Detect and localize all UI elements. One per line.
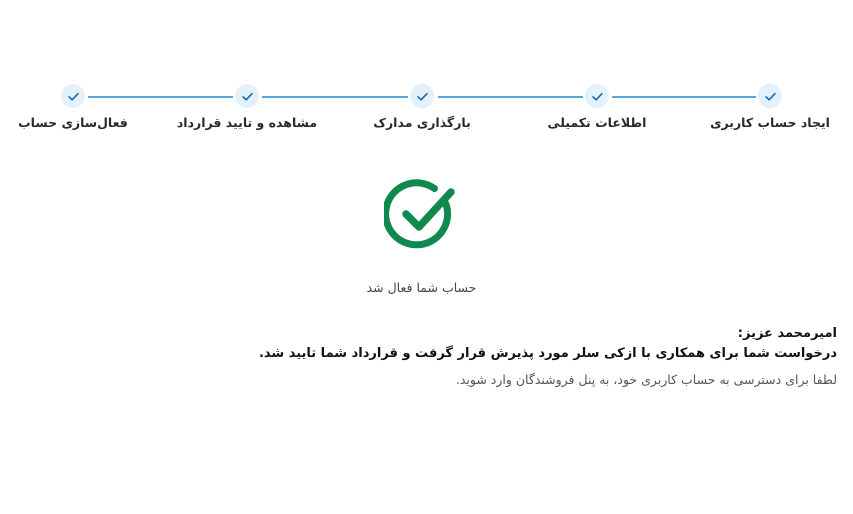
- check-icon: [241, 90, 254, 103]
- check-icon: [591, 90, 604, 103]
- step-3-label: بارگذاری مدارک: [373, 115, 471, 130]
- step-3-indicator: [410, 84, 434, 108]
- check-icon: [764, 90, 777, 103]
- login-hint: لطفا برای دسترسی به حساب کاربری خود، به پنل فروشندگان وارد شوید.: [455, 372, 837, 387]
- greeting-name: امیرمحمد عزیز:: [737, 326, 837, 341]
- approval-text: درخواست شما برای همکاری با ازکی سلر مورد پذیرش قرار گرفت و قرارداد شما تایید شد.: [258, 346, 837, 361]
- step-connector: [262, 96, 408, 98]
- check-icon: [67, 90, 80, 103]
- step-2-indicator: [585, 84, 609, 108]
- approval-message: [137, 325, 837, 390]
- step-5-indicator: [61, 84, 85, 108]
- step-connector: [438, 96, 583, 98]
- step-4-label: مشاهده و تایید قرارداد: [176, 115, 318, 130]
- check-circle-icon: [384, 178, 460, 250]
- success-message: حساب شما فعال شد: [366, 280, 477, 295]
- step-connector: [88, 96, 233, 98]
- step-2-label: اطلاعات تکمیلی: [547, 115, 647, 130]
- step-connector: [612, 96, 756, 98]
- registration-stepper: [0, 0, 853, 140]
- step-4-indicator: [235, 84, 259, 108]
- step-1-label: ایجاد حساب کاربری: [710, 115, 830, 130]
- step-1-indicator: [758, 84, 782, 108]
- step-5-label: فعال‌سازی حساب: [18, 115, 128, 130]
- check-icon: [416, 90, 429, 103]
